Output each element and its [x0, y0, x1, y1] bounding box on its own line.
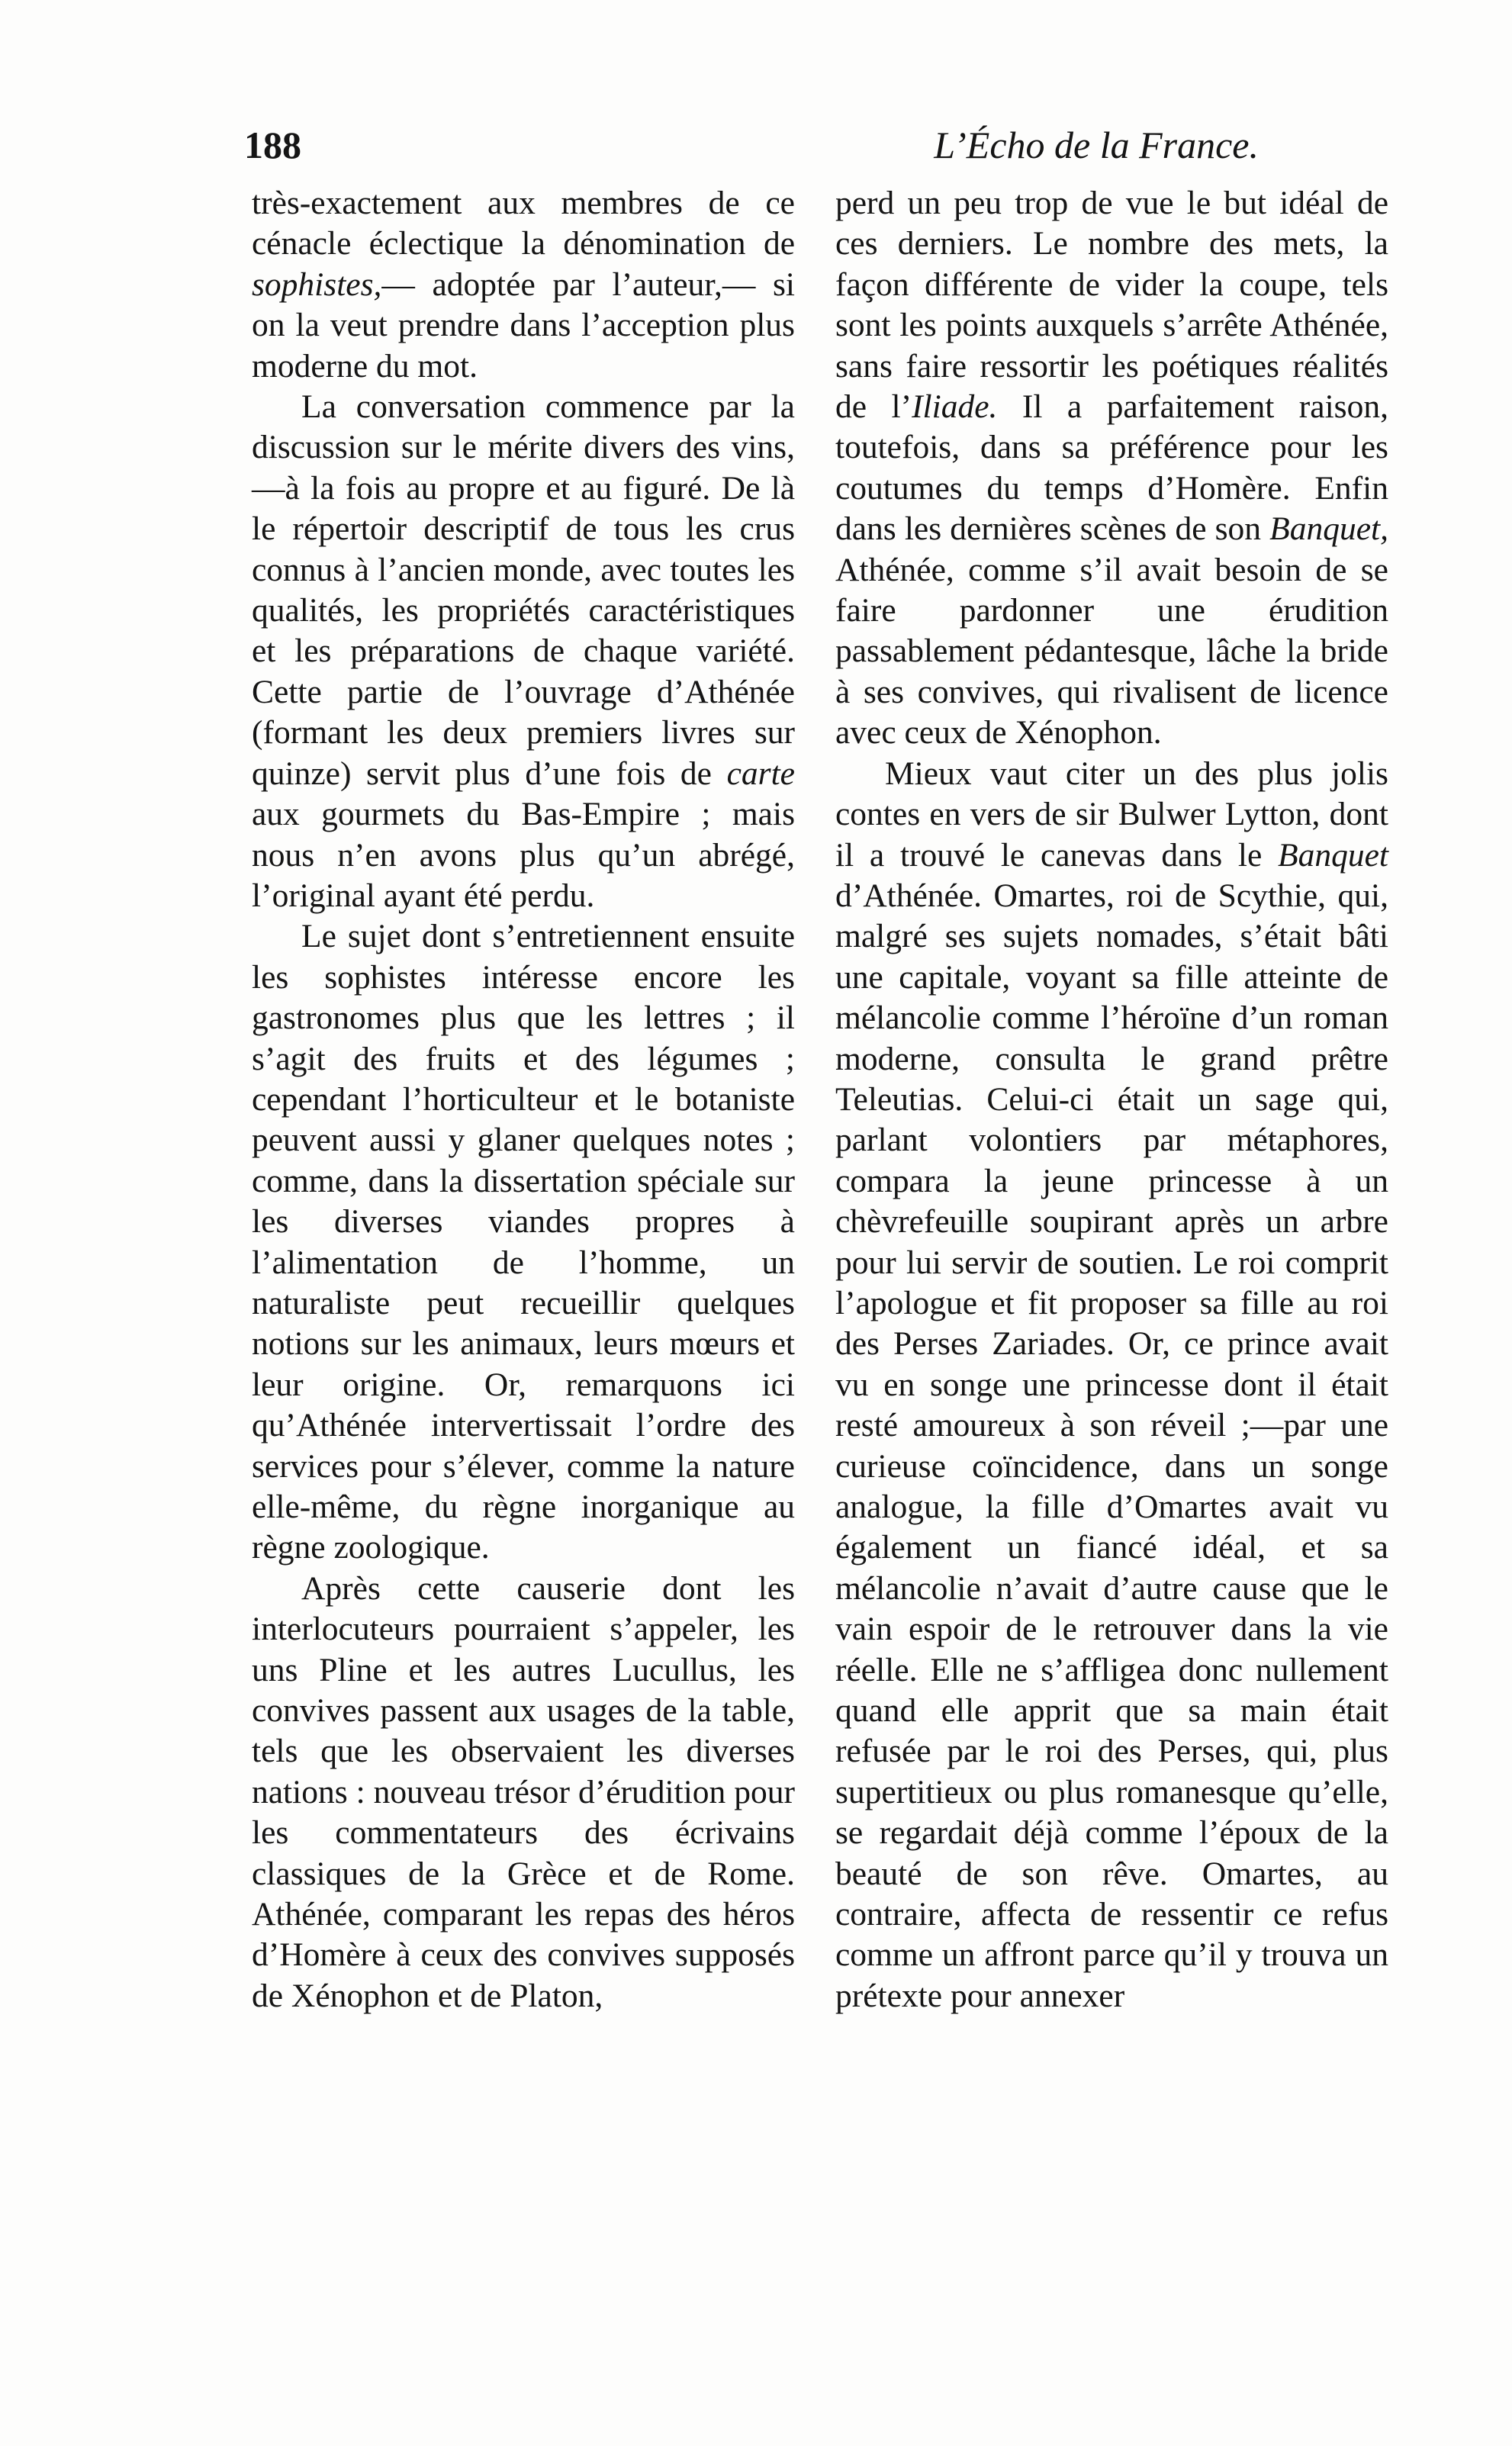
- text-run: aux gourmets du Bas-Empire ; mais nous n’en avons plus qu’un abrégé, l’original ayant été perdu.: [252, 796, 795, 914]
- paragraph: [252, 183, 795, 387]
- italic-text: Banquet: [1278, 836, 1388, 874]
- running-head: [244, 114, 1259, 175]
- running-title: L’Écho de la France.: [934, 124, 1259, 166]
- text-run: Il a parfaitement raison, toutefois, dans sa préférence pour les coutumes du temps d’Homère. Enfin dans les dernières scènes de son: [835, 388, 1388, 548]
- paragraph: [252, 387, 795, 916]
- paragraph: [835, 183, 1388, 754]
- right-text-column: [835, 183, 1388, 2016]
- italic-text: carte: [726, 755, 795, 792]
- text-run: Mieux vaut citer un des plus jolis contes en vers de sir Bulwer Lytton, dont il a trouvé le canevas dans le: [835, 755, 1388, 874]
- paragraph: [252, 1569, 795, 2016]
- paragraph: [835, 754, 1388, 2017]
- paragraph: [252, 916, 795, 1569]
- italic-text: Banquet,: [1269, 510, 1388, 548]
- italic-text: sophistes,: [252, 266, 382, 303]
- text-run: perd un peu trop de vue le but idéal de ces derniers. Le nombre des mets, la façon différente de vider la coupe, tels sont les points auxquels s’arrête Athénée, sans faire ressortir les poétiques réalités de l’: [835, 185, 1388, 426]
- text-run: très-exactement aux membres de ce cénacle éclectique la dénomination de: [252, 185, 795, 262]
- text-run: Après cette causerie dont les interlocuteurs pourraient s’appeler, les uns Pline et les autres Lucullus, les convives passent aux usages de la table, tels que les observaient les diverses nations : nouveau trésor d’érudition pour les commentateurs des écrivains classiques de la Grèce et de Rome. Athénée, comparant les repas des héros d’Homère à ceux des convives supposés de Xénophon et de Platon,: [252, 1569, 795, 2014]
- text-run: Athénée, comme s’il avait besoin de se faire pardonner une érudition passablement pédantesque, lâche la bride à ses convives, qui rivalisent de licence avec ceux de Xénophon.: [835, 551, 1388, 752]
- left-text-column: [252, 183, 795, 2016]
- text-run: d’Athénée. Omartes, roi de Scythie, qui, malgré ses sujets nomades, s’était bâti une capitale, voyant sa fille atteinte de mélancolie comme l’héroïne d’un roman moderne, consulta le grand prêtre Teleutias. Celui-ci était un sage qui, parlant volontiers par métaphores, compara la jeune princesse à un chèvrefeuille soupirant après un arbre pour lui servir de soutien. Le roi comprit l’apologue et fit proposer sa fille au roi des Perses Zariades. Or, ce prince avait vu en songe une princesse dont il était resté amoureux à son réveil ;—par une curieuse coïncidence, dans un songe analogue, la fille d’Omartes avait vu également un fiancé idéal, et sa mélancolie n’avait d’autre cause que le vain espoir de le retrouver dans la vie réelle. Elle ne s’affligea donc nullement quand elle apprit que sa main était refusée par le roi des Perses, qui, plus supertitieux ou plus romanesque qu’elle, se regardait déjà comme l’époux de la beauté de son rêve. Omartes, au contraire, affecta de ressentir ce refus comme un affront parce qu’il y trouva un prétexte pour annexer: [835, 877, 1388, 2014]
- italic-text: Iliade.: [912, 388, 998, 426]
- text-run: Le sujet dont s’entretiennent ensuite les sophistes intéresse encore les gastronomes plus que les lettres ; il s’agit des fruits et des légumes ; cependant l’horticulteur et le botaniste peuvent aussi y glaner quelques notes ; comme, dans la dissertation spéciale sur les diverses viandes propres à l’alimentation de l’homme, un naturaliste peut recueillir quelques notions sur les animaux, leurs mœurs et leur origine. Or, remarquons ici qu’Athénée intervertissait l’ordre des services pour s’élever, comme la nature elle-même, du règne inorganique au règne zoologique.: [252, 918, 795, 1566]
- page-number: 188: [244, 124, 301, 166]
- text-run: La conversation commence par la discussion sur le mérite divers des vins,—à la fois au propre et au figuré. De là le répertoir descriptif de tous les crus connus à l’ancien monde, avec toutes les qualités, les propriétés caractéristiques et les préparations de chaque variété. Cette partie de l’ouvrage d’Athénée (formant les deux premiers livres sur quinze) servit plus d’une fois de: [252, 388, 795, 792]
- text-run: — adoptée par l’auteur,— si on la veut prendre dans l’acception plus moderne du mot.: [252, 266, 795, 385]
